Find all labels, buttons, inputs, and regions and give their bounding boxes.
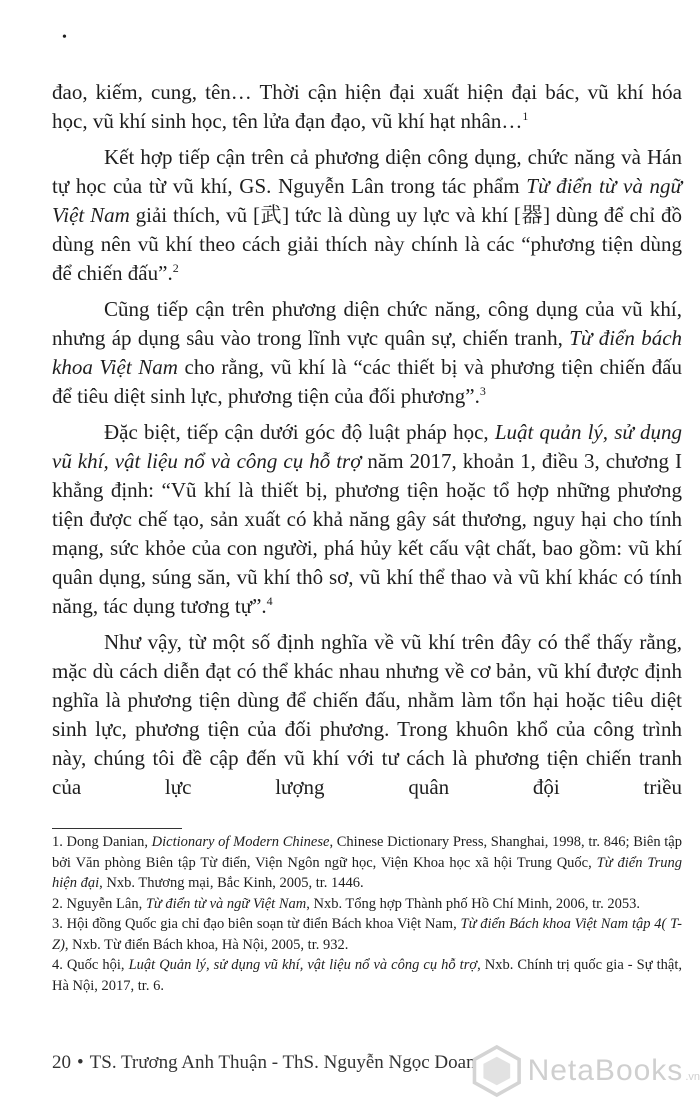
- footnote-ref: 3: [479, 384, 486, 398]
- footer-separator: •: [77, 1052, 84, 1073]
- text-run: 3. Hội đồng Quốc gia chỉ đạo biên soạn từ điển Bách khoa Việt Nam,: [52, 916, 461, 932]
- text-run: Cũng tiếp cận trên phương diện chức năng, công dụng của vũ khí, nhưng áp dụng sâu vào trong lĩnh vực quân sự, chiến tranh,: [52, 297, 682, 350]
- text-run: Đặc biệt, tiếp cận dưới góc độ luật pháp học,: [104, 420, 495, 444]
- body-text: [52, 78, 682, 809]
- top-dot-mark: •: [62, 30, 67, 45]
- italic-title: Dictionary of Modern Chinese: [151, 834, 330, 850]
- footnotes: [52, 832, 682, 996]
- italic-title: Từ điển Bách khoa Việt Nam tập 4( T-Z): [52, 916, 682, 953]
- text-run: năm 2017, khoản 1, điều 3, chương I khẳng định: “Vũ khí là thiết bị, phương tiện hoặc tổ hợp những phương tiện được chế tạo, sản xuất có khả năng gây sát thương, nguy hại cho tính mạng, sức khỏe của con người, phá hủy kết cấu vật chất, bao gồm: vũ khí quân dụng, súng săn, vũ khí thô sơ, vũ khí thể thao và vũ khí khác có tính năng, tác dụng tương tự”.: [52, 449, 682, 618]
- footnote: [52, 894, 682, 915]
- paragraph: [52, 628, 682, 802]
- footnote: [52, 914, 682, 955]
- footnote-ref: 1: [522, 109, 529, 123]
- text-run: 1. Dong Danian,: [52, 834, 152, 850]
- text-run: , Nxb. Tổng hợp Thành phố Hồ Chí Minh, 2006, tr. 2053.: [306, 895, 641, 912]
- footnote-divider: [52, 828, 182, 829]
- netabooks-logo-icon: [470, 1041, 524, 1101]
- text-run: cho rằng, vũ khí là “các thiết bị và phương tiện chiến đấu để tiêu diệt sinh lực, phương tiện của đối phương”.: [52, 355, 682, 408]
- footer-authors: TS. Trương Anh Thuận - ThS. Nguyễn Ngọc Doan: [89, 1052, 476, 1073]
- text-run: , Nxb. Thương mại, Bắc Kinh, 2005, tr. 1446.: [99, 875, 364, 891]
- italic-title: Từ điển từ và ngữ Việt Nam: [52, 174, 682, 227]
- text-run: 2. Nguyễn Lân,: [52, 895, 146, 912]
- text-run: Như vậy, từ một số định nghĩa về vũ khí trên đây có thể thấy rằng, mặc dù cách diễn đạt có thể khác nhau nhưng về cơ bản, vũ khí được định nghĩa là phương tiện dùng để chiến đấu, nhằm làm tổn hại hoặc tiêu diệt sinh lực, phương tiện của đối phương. Trong khuôn khổ của công trình này, chúng tôi đề cập đến vũ khí với tư cách là phương tiện chiến tranh của lực lượng quân đội triều: [52, 630, 682, 799]
- text-run: 4. Quốc hội,: [52, 957, 129, 973]
- text-run: , Nxb. Chính trị quốc gia - Sự thật, Hà Nội, 2017, tr. 6.: [52, 957, 683, 994]
- italic-title: Từ điển từ và ngữ Việt Nam: [145, 895, 307, 912]
- text-run: giải thích, vũ [武] tức là dùng uy lực và khí [器] dùng để chỉ đồ dùng nên vũ khí theo cách giải thích này chính là các “phương tiện dùng để chiến đấu”.: [52, 203, 682, 285]
- watermark-text: NetaBooks: [527, 1054, 684, 1087]
- text-run: đao, kiếm, cung, tên… Thời cận hiện đại xuất hiện đại bác, vũ khí hóa học, vũ khí sinh học, tên lửa đạn đạo, vũ khí hạt nhân…: [52, 80, 682, 133]
- watermark-suffix: .vn: [685, 1071, 700, 1083]
- page-footer: [52, 1052, 476, 1074]
- italic-title: Luật quản lý, sử dụng vũ khí, vật liệu nổ và công cụ hỗ trợ: [52, 420, 683, 473]
- footnote-ref: 2: [172, 261, 179, 275]
- footnote-ref: 4: [266, 594, 273, 608]
- paragraph: [52, 143, 682, 288]
- text-run: , Nxb. Từ điển Bách khoa, Hà Nội, 2005, tr. 932.: [64, 936, 349, 953]
- paragraph: [52, 295, 682, 411]
- paragraph: [52, 418, 682, 621]
- paragraph: [52, 78, 682, 136]
- italic-title: Luật Quản lý, sử dụng vũ khí, vật liệu nổ và công cụ hỗ trợ: [128, 957, 478, 973]
- italic-title: Từ điển Trung hiện đại: [52, 854, 682, 891]
- netabooks-watermark: [470, 1036, 700, 1106]
- footnote: [52, 832, 682, 894]
- page-number: 20: [52, 1052, 71, 1073]
- text-run: Kết hợp tiếp cận trên cả phương diện công dụng, chức năng và Hán tự học của từ vũ khí, GS. Nguyễn Lân trong tác phẩm: [52, 145, 682, 198]
- footnote: [52, 955, 682, 996]
- text-run: , Chinese Dictionary Press, Shanghai, 1998, tr. 846; Biên tập bởi Văn phòng Biên tập Từ điển, Viện Ngôn ngữ học, Viện Khoa học xã hội Trung Quốc,: [52, 834, 682, 871]
- italic-title: Từ điển bách khoa Việt Nam: [52, 326, 683, 379]
